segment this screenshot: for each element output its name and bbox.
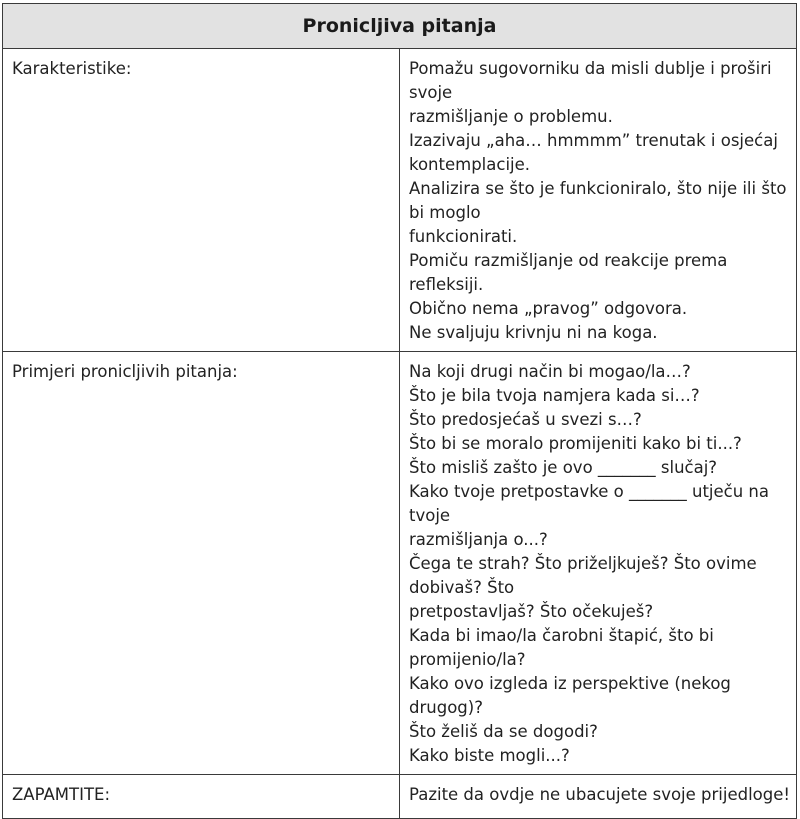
- content-line: Što bi se moralo promijeniti kako bi ti...?: [409, 434, 742, 453]
- table-title: Pronicljiva pitanja: [3, 4, 797, 49]
- content-line: Izazivaju „aha… hmmmm” trenutak i osjećaj kontemplacije.: [409, 131, 778, 174]
- content-line: Što predosjećaš u svezi s…?: [409, 410, 642, 429]
- table-row: [3, 352, 797, 775]
- content-line: Kako ovo izgleda iz perspektive (nekog drugog)?: [409, 674, 731, 717]
- content-line: Što želiš da se dogodi?: [409, 722, 598, 741]
- row-content-examples: [400, 352, 797, 775]
- row-content-remember: [400, 775, 797, 819]
- row-label-examples: Primjeri pronicljivih pitanja:: [3, 352, 400, 775]
- content-line: razmišljanja o...?: [409, 530, 548, 549]
- content-line: Pomažu sugovorniku da misli dublje i proširi svoje: [409, 59, 772, 102]
- content-line: Kako biste mogli...?: [409, 746, 570, 765]
- content-line: Ne svaljuju krivnju ni na koga.: [409, 323, 658, 342]
- content-line: razmišljanje o problemu.: [409, 107, 613, 126]
- row-label-characteristics: Karakteristike:: [3, 49, 400, 352]
- content-line: Što je bila tvoja namjera kada si…?: [409, 386, 700, 405]
- probing-questions-table: [2, 3, 797, 819]
- content-line: Pazite da ovdje ne ubacujete svoje prijedloge!: [409, 785, 791, 804]
- content-line: pretpostavljaš? Što očekuješ?: [409, 602, 654, 621]
- content-line: Analizira se što je funkcioniralo, što nije ili što bi moglo: [409, 179, 787, 222]
- table-row: [3, 775, 797, 819]
- row-content-characteristics: [400, 49, 797, 352]
- table-row: [3, 49, 797, 352]
- content-line: Pomiču razmišljanje od reakcije prema refleksiji.: [409, 251, 728, 294]
- content-line: Što misliš zašto je ovo _______ slučaj?: [409, 458, 718, 477]
- content-line: Obično nema „pravog” odgovora.: [409, 299, 688, 318]
- content-line: Kada bi imao/la čarobni štapić, što bi promijenio/la?: [409, 626, 714, 669]
- content-line: Čega te strah? Što priželjkuješ? Što ovime dobivaš? Što: [409, 554, 757, 597]
- row-label-remember: ZAPAMTITE:: [3, 775, 400, 819]
- content-line: Na koji drugi način bi mogao/la…?: [409, 362, 691, 381]
- content-line: funkcionirati.: [409, 227, 518, 246]
- content-line: Kako tvoje pretpostavke o _______ utječu na tvoje: [409, 482, 769, 525]
